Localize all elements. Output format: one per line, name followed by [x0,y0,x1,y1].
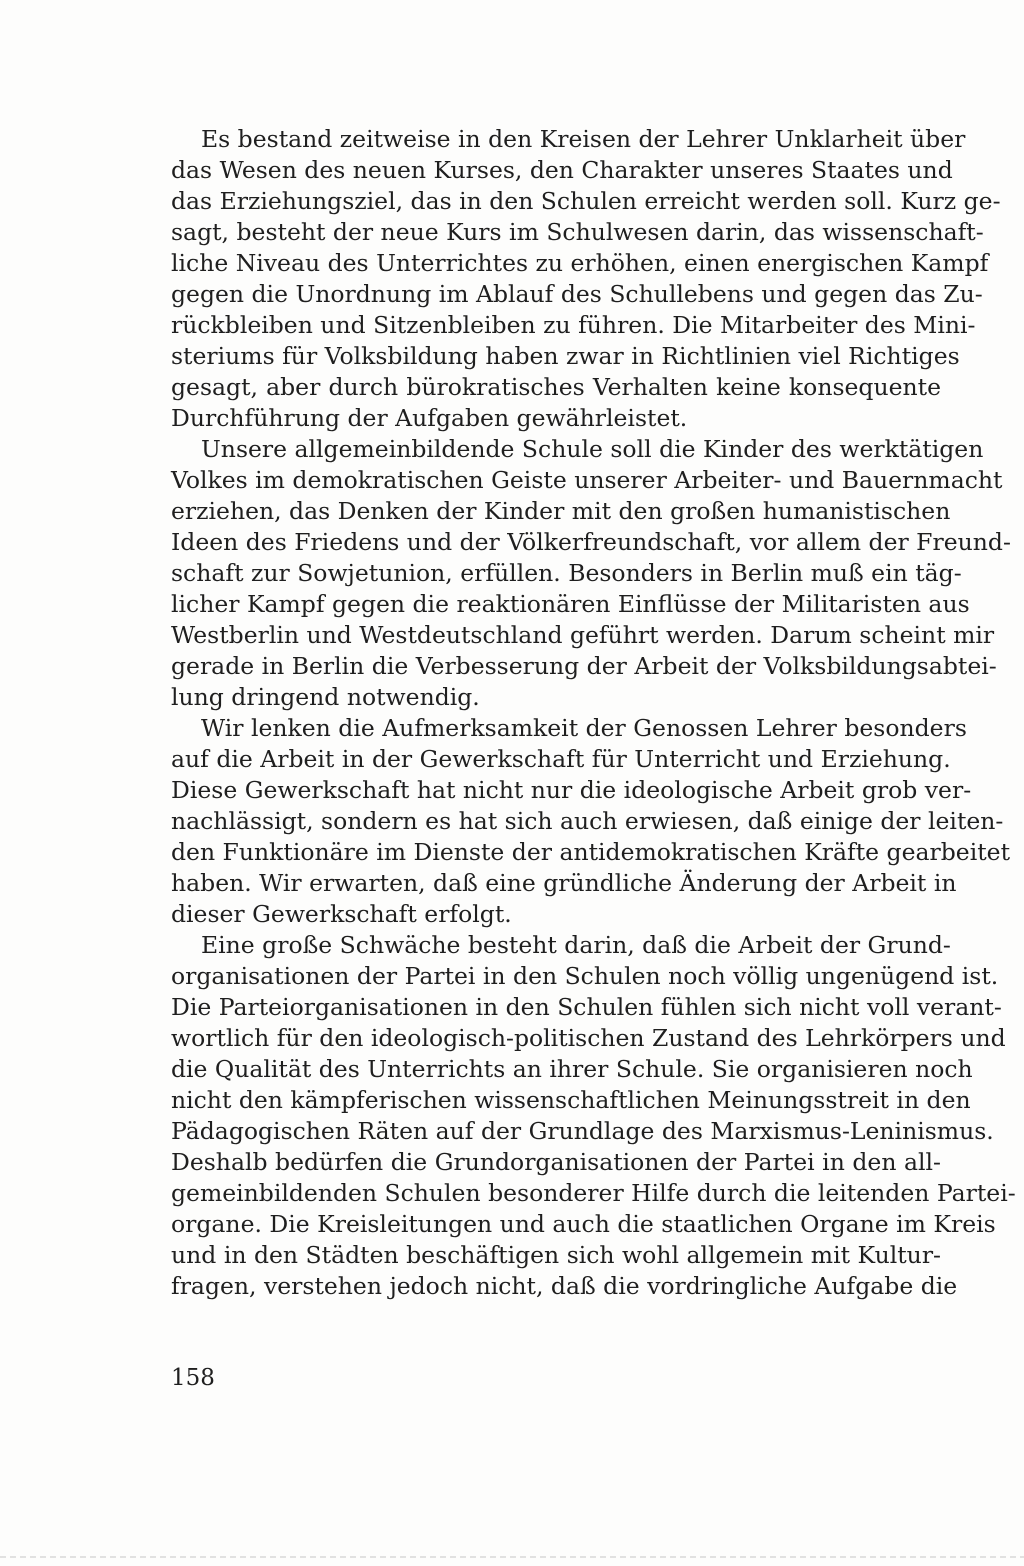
text-line: Pädagogischen Räten auf der Grundlage des Marxismus-Leninismus. [171,1117,994,1145]
text-line: fragen, verstehen jedoch nicht, daß die vordringliche Aufgabe die [171,1272,958,1300]
paragraph [171,434,1011,713]
text-line: gemeinbildenden Schulen besonderer Hilfe durch die leitenden Partei- [171,1179,1016,1207]
page-number: 158 [171,1365,215,1391]
paragraph [171,713,1011,930]
text-line: organisationen der Partei in den Schulen noch völlig ungenügend ist. [171,962,999,990]
text-line: lung dringend notwendig. [171,683,480,711]
text-line: organe. Die Kreisleitungen und auch die staatlichen Organe im Kreis [171,1210,996,1238]
text-line: haben. Wir erwarten, daß eine gründliche Änderung der Arbeit in [171,869,957,897]
text-line: rückbleiben und Sitzenbleiben zu führen. Die Mitarbeiter des Mini- [171,311,976,339]
text-line: dieser Gewerkschaft erfolgt. [171,900,512,928]
text-line: Diese Gewerkschaft hat nicht nur die ideologische Arbeit grob ver- [171,776,972,804]
text-line: und in den Städten beschäftigen sich wohl allgemein mit Kultur- [171,1241,941,1269]
paragraph [171,124,1001,434]
text-line: nachlässigt, sondern es hat sich auch erwiesen, daß einige der leiten- [171,807,1004,835]
text-line: steriums für Volksbildung haben zwar in Richtlinien viel Richtiges [171,342,960,370]
text-line: die Qualität des Unterrichts an ihrer Schule. Sie organisieren noch [171,1055,973,1083]
text-line: gerade in Berlin die Verbesserung der Arbeit der Volksbildungsabtei- [171,652,997,680]
text-line: Ideen des Friedens und der Völkerfreundschaft, vor allem der Freund- [171,528,1011,556]
text-line: liche Niveau des Unterrichtes zu erhöhen, einen energischen Kampf [171,249,989,277]
text-line: Deshalb bedürfen die Grundorganisationen der Partei in den all- [171,1148,941,1176]
text-line: Durchführung der Aufgaben gewährleistet. [171,404,688,432]
text-line: Westberlin und Westdeutschland geführt werden. Darum scheint mir [171,621,995,649]
text-line: licher Kampf gegen die reaktionären Einflüsse der Militaristen aus [171,590,970,618]
body-text [171,124,1016,1302]
text-line: auf die Arbeit in der Gewerkschaft für Unterricht und Erziehung. [171,745,951,773]
text-line: das Erziehungsziel, das in den Schulen erreicht werden soll. Kurz ge- [171,187,1001,215]
text-line: erziehen, das Denken der Kinder mit den großen humanistischen [171,497,951,525]
text-line: sagt, besteht der neue Kurs im Schulwesen darin, das wissenschaft- [171,218,984,246]
text-line: nicht den kämpferischen wissenschaftlichen Meinungsstreit in den [171,1086,971,1114]
text-line: das Wesen des neuen Kurses, den Charakter unseres Staates und [171,156,953,184]
text-line: Volkes im demokratischen Geiste unserer Arbeiter- und Bauernmacht [171,466,1003,494]
text-line: schaft zur Sowjetunion, erfüllen. Besonders in Berlin muß ein täg- [171,559,962,587]
text-line: den Funktionäre im Dienste der antidemokratischen Kräfte gearbeitet [171,838,1011,866]
text-line: wortlich für den ideologisch-politischen Zustand des Lehrkörpers und [171,1024,1006,1052]
text-line: gegen die Unordnung im Ablauf des Schullebens und gegen das Zu- [171,280,983,308]
text-line: Die Parteiorganisationen in den Schulen fühlen sich nicht voll verant- [171,993,1002,1021]
scan-edge-artifact [0,1556,1024,1558]
text-line: Wir lenken die Aufmerksamkeit der Genossen Lehrer besonders [201,714,967,742]
text-line: gesagt, aber durch bürokratisches Verhalten keine konsequente [171,373,941,401]
text-line: Unsere allgemeinbildende Schule soll die Kinder des werktätigen [201,435,984,463]
text-line: Eine große Schwäche besteht darin, daß die Arbeit der Grund- [201,931,951,959]
text-line: Es bestand zeitweise in den Kreisen der Lehrer Unklarheit über [201,125,966,153]
paragraph [171,930,1016,1302]
